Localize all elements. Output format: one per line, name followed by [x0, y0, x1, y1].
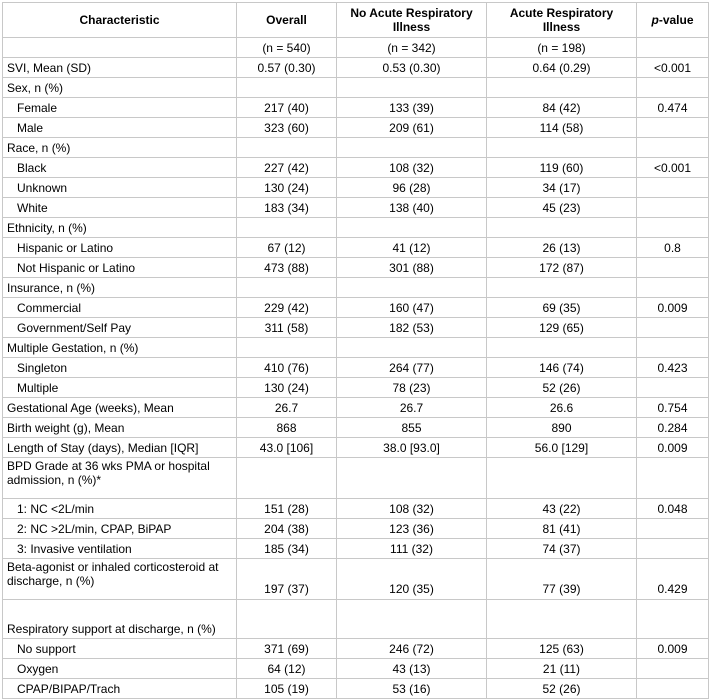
cell-p-value: <0.001 — [637, 58, 709, 78]
table-row — [3, 519, 709, 539]
table-row — [3, 118, 709, 138]
cell-overall: 204 (38) — [237, 519, 337, 539]
cell-overall — [237, 138, 337, 158]
row-label: Commercial — [3, 298, 237, 318]
row-label: Multiple — [3, 378, 237, 398]
cell-ari: 119 (60) — [487, 158, 637, 178]
cell-overall: 371 (69) — [237, 639, 337, 659]
cell-no-ari: 120 (35) — [337, 559, 487, 600]
cell-overall: 105 (19) — [237, 679, 337, 699]
cell-p-value — [637, 600, 709, 639]
table-row — [3, 138, 709, 158]
cell-no-ari: 53 (16) — [337, 679, 487, 699]
header-n-no-ari: (n = 342) — [337, 38, 487, 58]
row-label: Sex, n (%) — [3, 78, 237, 98]
cell-p-value: 0.8 — [637, 238, 709, 258]
table-row — [3, 258, 709, 278]
cell-overall: 64 (12) — [237, 659, 337, 679]
row-label: Race, n (%) — [3, 138, 237, 158]
cell-p-value — [637, 318, 709, 338]
row-label: SVI, Mean (SD) — [3, 58, 237, 78]
cell-p-value: 0.429 — [637, 559, 709, 600]
row-label: 3: Invasive ventilation — [3, 539, 237, 559]
cell-ari: 84 (42) — [487, 98, 637, 118]
cell-no-ari: 41 (12) — [337, 238, 487, 258]
cell-overall: 229 (42) — [237, 298, 337, 318]
table-row — [3, 378, 709, 398]
cell-ari: 26.6 — [487, 398, 637, 418]
cell-p-value — [637, 539, 709, 559]
cell-p-value — [637, 78, 709, 98]
cell-overall — [237, 458, 337, 499]
cell-p-value — [637, 138, 709, 158]
row-label: Hispanic or Latino — [3, 238, 237, 258]
cell-no-ari — [337, 338, 487, 358]
cell-no-ari — [337, 278, 487, 298]
row-label: Gestational Age (weeks), Mean — [3, 398, 237, 418]
table-row — [3, 58, 709, 78]
cell-no-ari: 0.53 (0.30) — [337, 58, 487, 78]
table-row — [3, 298, 709, 318]
table-row — [3, 458, 709, 499]
cell-p-value — [637, 118, 709, 138]
table-row — [3, 358, 709, 378]
table-row — [3, 559, 709, 600]
cell-p-value — [637, 198, 709, 218]
cell-ari: 56.0 [129] — [487, 438, 637, 458]
characteristics-table — [2, 2, 709, 699]
cell-no-ari — [337, 78, 487, 98]
header-ari: Acute Respiratory Illness — [487, 3, 637, 38]
header-n-blank — [3, 38, 237, 58]
cell-ari — [487, 138, 637, 158]
cell-no-ari — [337, 218, 487, 238]
header-n-overall: (n = 540) — [237, 38, 337, 58]
cell-p-value: 0.284 — [637, 418, 709, 438]
table-row — [3, 659, 709, 679]
table-row — [3, 398, 709, 418]
cell-ari: 21 (11) — [487, 659, 637, 679]
header-row — [3, 3, 709, 38]
cell-no-ari: 111 (32) — [337, 539, 487, 559]
cell-ari — [487, 278, 637, 298]
cell-p-value — [637, 278, 709, 298]
cell-no-ari: 133 (39) — [337, 98, 487, 118]
cell-overall: 197 (37) — [237, 559, 337, 600]
cell-p-value — [637, 178, 709, 198]
cell-p-value: 0.754 — [637, 398, 709, 418]
row-label: Insurance, n (%) — [3, 278, 237, 298]
cell-p-value: 0.474 — [637, 98, 709, 118]
cell-ari — [487, 218, 637, 238]
cell-no-ari: 138 (40) — [337, 198, 487, 218]
cell-p-value — [637, 679, 709, 699]
cell-p-value: 0.009 — [637, 298, 709, 318]
cell-no-ari: 43 (13) — [337, 659, 487, 679]
row-label: Ethnicity, n (%) — [3, 218, 237, 238]
row-label: Unknown — [3, 178, 237, 198]
cell-ari: 74 (37) — [487, 539, 637, 559]
row-label: 1: NC <2L/min — [3, 499, 237, 519]
cell-ari: 34 (17) — [487, 178, 637, 198]
cell-ari: 69 (35) — [487, 298, 637, 318]
row-label: Black — [3, 158, 237, 178]
cell-overall: 868 — [237, 418, 337, 438]
cell-no-ari: 38.0 [93.0] — [337, 438, 487, 458]
cell-no-ari: 108 (32) — [337, 499, 487, 519]
cell-overall — [237, 338, 337, 358]
row-label: White — [3, 198, 237, 218]
row-label: No support — [3, 639, 237, 659]
cell-overall — [237, 78, 337, 98]
cell-ari: 26 (13) — [487, 238, 637, 258]
table-row — [3, 679, 709, 699]
cell-ari: 0.64 (0.29) — [487, 58, 637, 78]
header-no-ari: No Acute Respiratory Illness — [337, 3, 487, 38]
cell-ari: 52 (26) — [487, 679, 637, 699]
table-row — [3, 600, 709, 639]
row-label: Beta-agonist or inhaled corticosteroid at discharge, n (%) — [3, 559, 237, 600]
table-row — [3, 499, 709, 519]
cell-p-value — [637, 458, 709, 499]
table-row — [3, 639, 709, 659]
cell-p-value: <0.001 — [637, 158, 709, 178]
table-row — [3, 98, 709, 118]
cell-p-value: 0.423 — [637, 358, 709, 378]
cell-ari: 52 (26) — [487, 378, 637, 398]
cell-no-ari: 108 (32) — [337, 158, 487, 178]
cell-p-value — [637, 519, 709, 539]
cell-overall: 183 (34) — [237, 198, 337, 218]
cell-no-ari: 26.7 — [337, 398, 487, 418]
cell-no-ari: 96 (28) — [337, 178, 487, 198]
cell-overall: 0.57 (0.30) — [237, 58, 337, 78]
cell-p-value — [637, 378, 709, 398]
cell-no-ari: 246 (72) — [337, 639, 487, 659]
cell-overall: 130 (24) — [237, 178, 337, 198]
header-n-ari: (n = 198) — [487, 38, 637, 58]
header-p-suffix: -value — [658, 13, 694, 27]
row-label: Male — [3, 118, 237, 138]
cell-overall — [237, 218, 337, 238]
header-characteristic: Characteristic — [3, 3, 237, 38]
table-row — [3, 218, 709, 238]
cell-ari: 114 (58) — [487, 118, 637, 138]
cell-p-value: 0.009 — [637, 438, 709, 458]
cell-ari — [487, 338, 637, 358]
table-row — [3, 158, 709, 178]
cell-ari — [487, 78, 637, 98]
row-label: Not Hispanic or Latino — [3, 258, 237, 278]
cell-p-value — [637, 659, 709, 679]
cell-overall: 185 (34) — [237, 539, 337, 559]
cell-no-ari — [337, 138, 487, 158]
cell-ari — [487, 458, 637, 499]
table-row — [3, 198, 709, 218]
cell-no-ari: 209 (61) — [337, 118, 487, 138]
cell-no-ari — [337, 600, 487, 639]
cell-overall: 151 (28) — [237, 499, 337, 519]
table-row — [3, 438, 709, 458]
cell-overall: 26.7 — [237, 398, 337, 418]
row-label: Female — [3, 98, 237, 118]
header-overall: Overall — [237, 3, 337, 38]
cell-overall — [237, 278, 337, 298]
cell-ari: 45 (23) — [487, 198, 637, 218]
row-label: Multiple Gestation, n (%) — [3, 338, 237, 358]
cell-p-value: 0.009 — [637, 639, 709, 659]
row-label: Singleton — [3, 358, 237, 378]
cell-overall: 67 (12) — [237, 238, 337, 258]
table-row — [3, 278, 709, 298]
cell-no-ari — [337, 458, 487, 499]
header-n-row — [3, 38, 709, 58]
table-row — [3, 418, 709, 438]
cell-overall: 43.0 [106] — [237, 438, 337, 458]
header-p-value — [637, 3, 709, 38]
cell-overall: 311 (58) — [237, 318, 337, 338]
table-body — [3, 58, 709, 699]
table-row — [3, 238, 709, 258]
cell-ari: 81 (41) — [487, 519, 637, 539]
cell-p-value — [637, 258, 709, 278]
cell-p-value — [637, 218, 709, 238]
row-label: Length of Stay (days), Median [IQR] — [3, 438, 237, 458]
table-header — [3, 3, 709, 58]
cell-overall: 227 (42) — [237, 158, 337, 178]
cell-overall: 130 (24) — [237, 378, 337, 398]
table-row — [3, 338, 709, 358]
row-label: BPD Grade at 36 wks PMA or hospital admission, n (%)* — [3, 458, 237, 499]
cell-ari: 172 (87) — [487, 258, 637, 278]
cell-ari: 77 (39) — [487, 559, 637, 600]
table-row — [3, 318, 709, 338]
cell-ari: 890 — [487, 418, 637, 438]
cell-ari: 43 (22) — [487, 499, 637, 519]
cell-no-ari: 78 (23) — [337, 378, 487, 398]
cell-overall — [237, 600, 337, 639]
row-label: 2: NC >2L/min, CPAP, BiPAP — [3, 519, 237, 539]
cell-ari: 129 (65) — [487, 318, 637, 338]
table-row — [3, 178, 709, 198]
cell-p-value — [637, 338, 709, 358]
cell-overall: 217 (40) — [237, 98, 337, 118]
cell-no-ari: 855 — [337, 418, 487, 438]
cell-overall: 323 (60) — [237, 118, 337, 138]
header-n-p-blank — [637, 38, 709, 58]
table-row — [3, 539, 709, 559]
row-label: Government/Self Pay — [3, 318, 237, 338]
cell-overall: 410 (76) — [237, 358, 337, 378]
cell-no-ari: 182 (53) — [337, 318, 487, 338]
cell-no-ari: 160 (47) — [337, 298, 487, 318]
cell-p-value: 0.048 — [637, 499, 709, 519]
table-row — [3, 78, 709, 98]
cell-no-ari: 264 (77) — [337, 358, 487, 378]
row-label: Birth weight (g), Mean — [3, 418, 237, 438]
row-label: CPAP/BIPAP/Trach — [3, 679, 237, 699]
cell-no-ari: 301 (88) — [337, 258, 487, 278]
row-label: Oxygen — [3, 659, 237, 679]
cell-no-ari: 123 (36) — [337, 519, 487, 539]
row-label: Respiratory support at discharge, n (%) — [3, 600, 237, 639]
header-p-letter: p — [651, 13, 659, 27]
cell-overall: 473 (88) — [237, 258, 337, 278]
cell-ari — [487, 600, 637, 639]
cell-ari: 146 (74) — [487, 358, 637, 378]
cell-ari: 125 (63) — [487, 639, 637, 659]
